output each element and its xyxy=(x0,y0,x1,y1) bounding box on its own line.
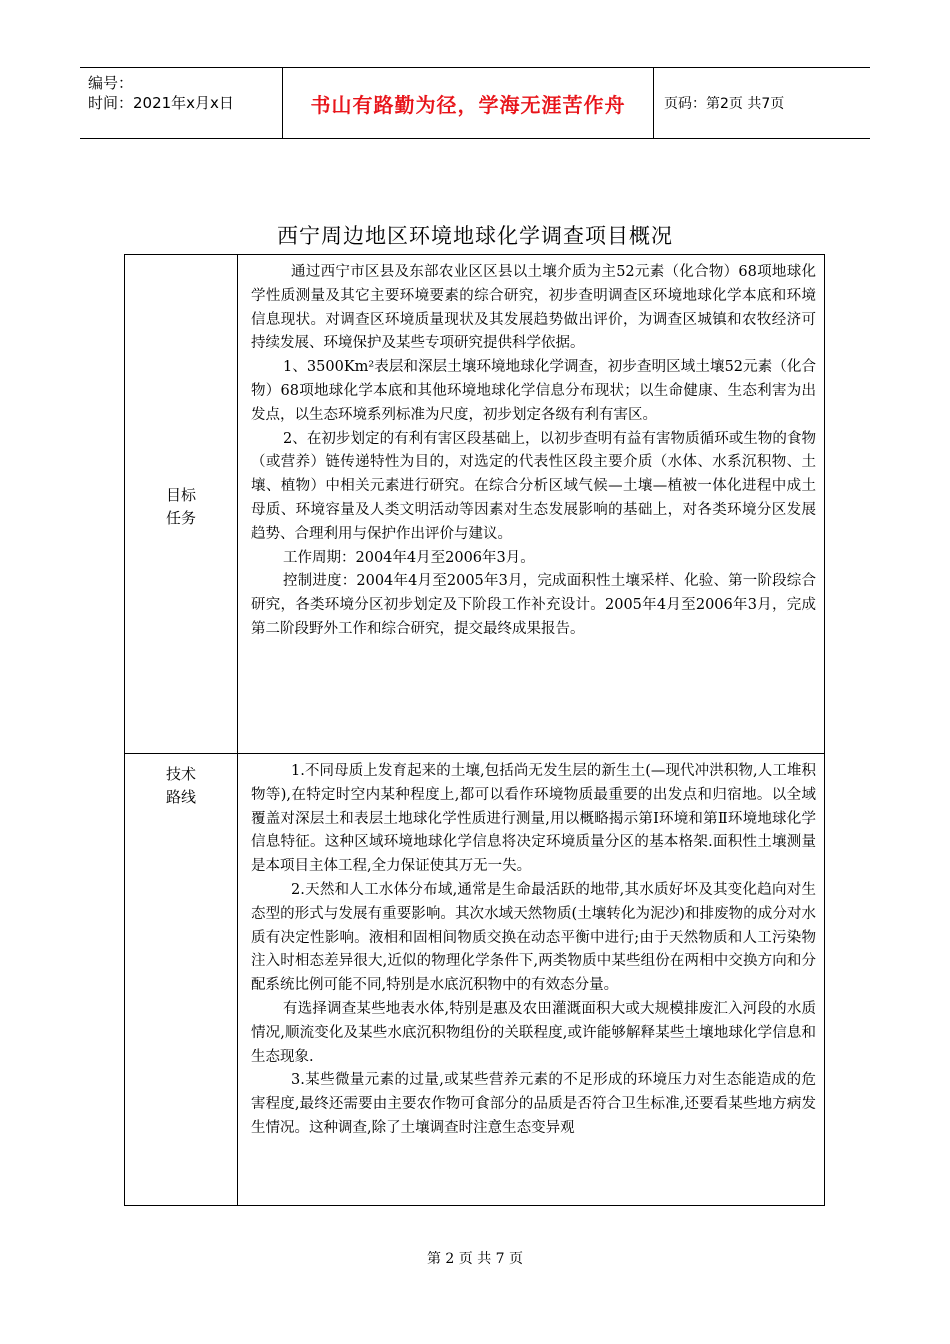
table-row-technical-route xyxy=(125,754,824,1205)
paragraph: 1.不同母质上发育起来的土壤,包括尚无发生层的新生土(—现代冲洪积物,人工堆积物等),在特定时空内某种程度上,都可以看作环境物质最重要的出发点和归宿地。以全域覆盖对深层土和表层土地球化学性质进行测量,用以概略揭示第Ⅰ环境和第Ⅱ环境地球化学信息特征。这种区域环境地球化学信息将决定环境质量分区的基本格架.面积性土壤测量是本项目主体工程,全力保证使其万无一失。 xyxy=(251,763,816,875)
page-header xyxy=(80,67,870,139)
row-label-line: 任务 xyxy=(165,509,196,527)
time-label: 时间：2021年x月x日 xyxy=(88,94,234,112)
table-row-objectives xyxy=(125,255,824,754)
paragraph: 工作周期：2004年4月至2006年3月。 xyxy=(283,549,535,566)
paragraph: 1、3500Km²表层和深层土壤环境地球化学调查，初步查明区域土壤52元素（化合物）68项地球化学本底和其他环境地球化学信息分布现状；以生命健康、生态利害为出发点，以生态环境系列标准为尺度，初步划定各级有利有害区。 xyxy=(251,359,816,423)
project-table xyxy=(124,254,825,1206)
row-label-line: 目标 xyxy=(165,486,196,504)
row-content xyxy=(238,255,824,753)
header-motto: 书山有路勤为径，学海无涯苦作舟 xyxy=(282,68,654,138)
paragraph: 3.某些微量元素的过量,或某些营养元素的不足形成的环境压力对生态能造成的危害程度,最终还需要由主要农作物可食部分的品质是否符合卫生标准,还要看某些地方病发生情况。这种调查,除了土壤调查时注意生态变异观 xyxy=(251,1072,816,1136)
number-label: 编号： xyxy=(88,74,134,92)
paragraph: 有选择调查某些地表水体,特别是惠及农田灌溉面积大或大规模排废汇入河段的水质情况,顺流变化及某些水底沉积物组份的关联程度,或许能够解释某些土壤地球化学信息和生态现象. xyxy=(251,1000,816,1065)
row-label-line: 路线 xyxy=(165,788,196,806)
paragraph: 2.天然和人工水体分布域,通常是生命最活跃的地带,其水质好坏及其变化趋向对生态型的形式与发展有重要影响。其次水域天然物质(土壤转化为泥沙)和排废物的成分对水质有决定性影响。液相和固相间物质交换在动态平衡中进行;由于天然物质和人工污染物注入时相态差异很大,近似的物理化学条件下,两类物质中某些组份在两相中交换方向和分配系统比例可能不同,特别是水底沉积物中的有效态分量。 xyxy=(251,881,816,994)
paragraph: 通过西宁市区县及东部农业区区县以土壤介质为主52元素（化合物）68项地球化学性质测量及其它主要环境要素的综合研究，初步查明调查区环境地球化学本底和环境信息现状。对调查区环境质量现状及其发展趋势做出评价，为调查区城镇和农牧经济可持续发展、环境保护及某些专项研究提供科学依据。 xyxy=(251,264,816,352)
document-title: 西宁周边地区环境地球化学调查项目概况 xyxy=(277,224,673,248)
row-label-line: 技术 xyxy=(165,765,196,783)
header-meta xyxy=(80,68,282,138)
paragraph: 2、在初步划定的有利有害区段基础上，以初步查明有益有害物质循环或生物的食物（或营养）链传递特性为目的，对选定的代表性区段主要介质（水体、水系沉积物、土壤、植物）中相关元素进行研究。在综合分析区域气候—土壤—植被一体化进程中成土母质、环境容量及人类文明活动等因素对生态发展影响的基础上，对各类环境分区发展趋势、合理利用与保护作出评价与建议。 xyxy=(251,430,816,542)
row-content xyxy=(238,754,824,1205)
row-label xyxy=(125,754,238,1205)
page-footer: 第 2 页 共 7 页 xyxy=(426,1251,524,1267)
row-label xyxy=(125,255,238,753)
header-page-label: 页码：第2页 共7页 xyxy=(664,96,785,112)
paragraph: 控制进度：2004年4月至2005年3月，完成面积性土壤采样、化验、第一阶段综合研究，各类环境分区初步划定及下阶段工作补充设计。2005年4月至2006年3月，完成第二阶段野外工作和综合研究，提交最终成果报告。 xyxy=(251,573,816,637)
